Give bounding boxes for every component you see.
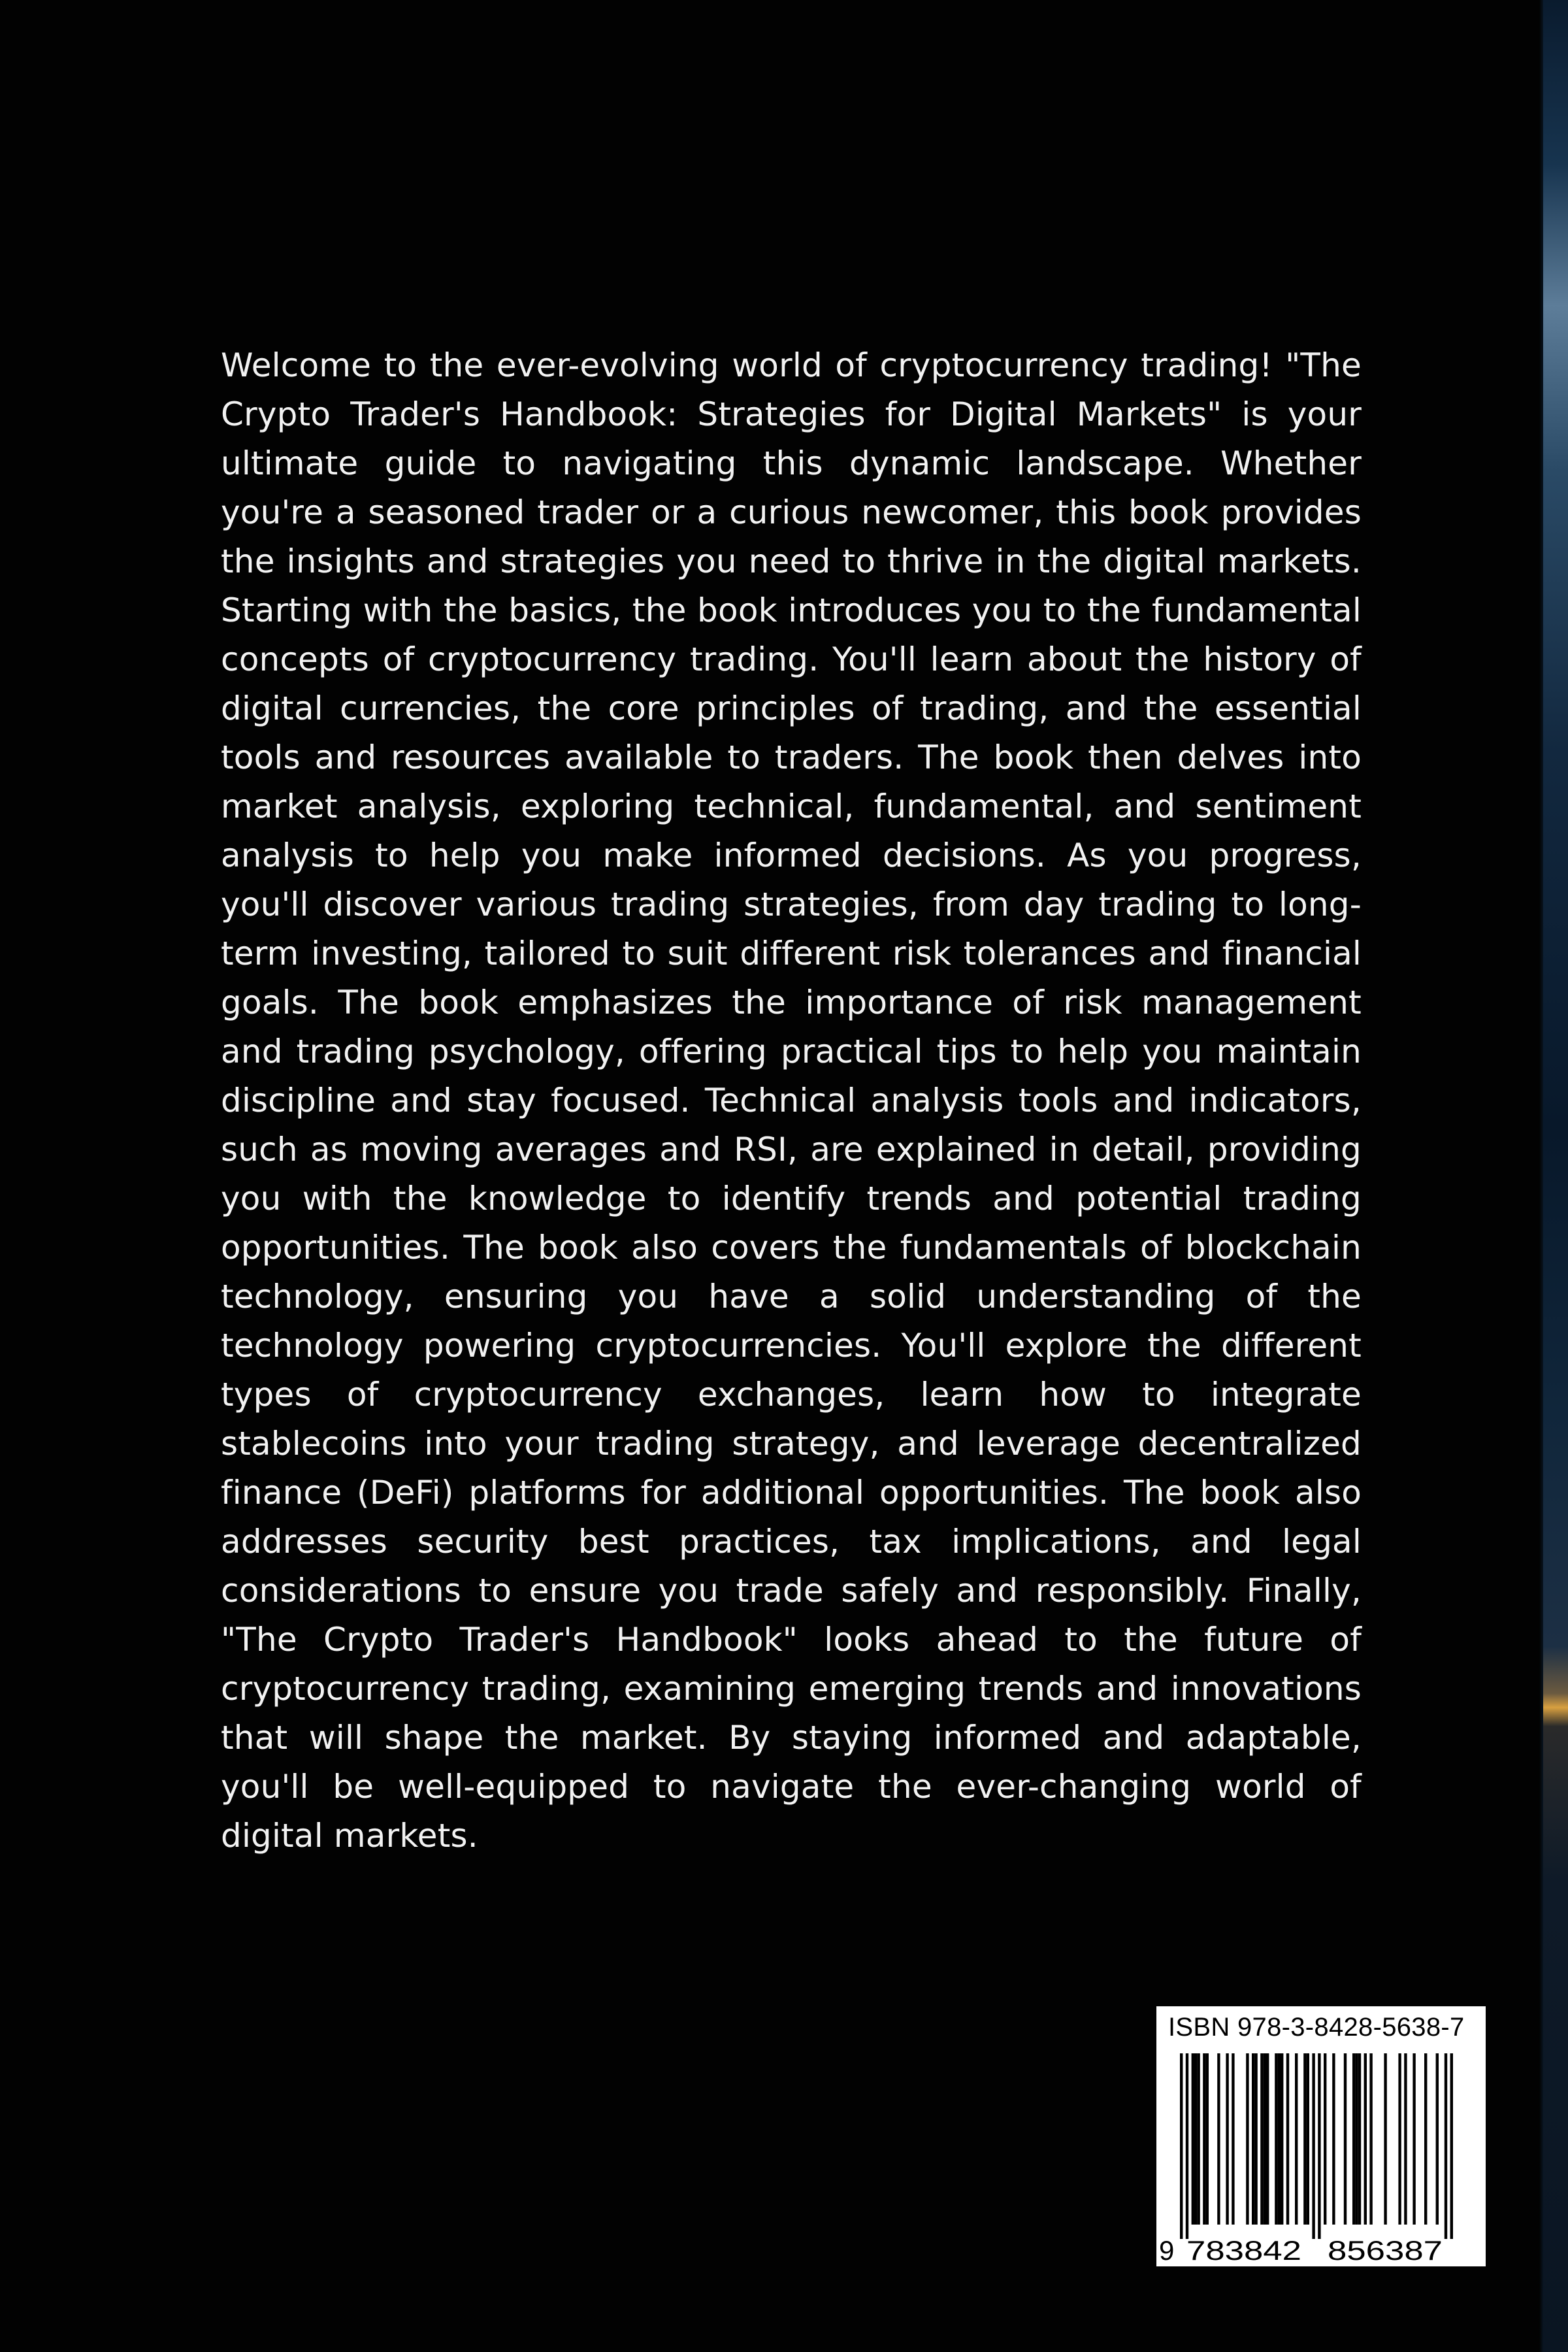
barcode-graphic [1156, 2049, 1486, 2266]
barcode-bar [1264, 2053, 1266, 2225]
barcode-bar [1246, 2053, 1249, 2225]
barcode-bar [1369, 2053, 1372, 2225]
barcode-bar [1355, 2053, 1358, 2225]
barcode-guard-bar [1318, 2053, 1320, 2239]
barcode-bar [1226, 2053, 1228, 2225]
barcode-bar [1307, 2053, 1309, 2225]
barcode-guard-bar [1312, 2053, 1315, 2239]
barcode-bar [1384, 2053, 1386, 2225]
barcode-bar [1436, 2053, 1439, 2225]
barcode-bar [1344, 2053, 1347, 2225]
barcode-bar [1197, 2053, 1200, 2225]
barcode-bar [1194, 2053, 1197, 2225]
barcode-guard-bar [1450, 2053, 1453, 2239]
barcode-bar [1254, 2053, 1257, 2225]
barcode-bar [1286, 2053, 1289, 2225]
barcode-bar [1192, 2053, 1194, 2225]
barcode-bar [1260, 2053, 1263, 2225]
back-cover-description: Welcome to the ever-evolving world of cryptocurrency trading! "The Crypto Trader's Handbook: Strategies for Digital Markets" is your ultimate guide to navigating this dynamic landscape. Whether you're a seasoned trader or a curious newcomer, this book provides the insights and strategies you need to thrive in the digital markets. Starting with the basics, the book introduces you to the fundamental concepts of cryptocurrency trading. You'll learn about the history of digital currencies, the core principles of trading, and the essential tools and resources available to traders. The book then delves into market analysis, exploring technical, fundamental, and sentiment analysis to help you make informed decisions. As you progress, you'll discover various trading strategies, from day trading to long-term investing, tailored to suit different risk tolerances and financial goals. The book emphasizes the importance of risk management and trading psychology, offering practical tips to help you maintain discipline and stay focused. Technical analysis tools and indicators, such as moving averages and RSI, are explained in detail, providing you with the knowledge to identify trends and potential trading opportunities. The book also covers the fundamentals of blockchain technology, ensuring you have a solid understanding of the technology powering cryptocurrencies. You'll explore the different types of cryptocurrency exchanges, learn how to integrate stablecoins into your trading strategy, and leverage decentralized finance (DeFi) platforms for additional opportunities. The book also addresses security best practices, tax implications, and legal considerations to ensure you trade safely and responsibly. Finally, "The Crypto Trader's Handbook" looks ahead to the future of cryptocurrency trading, examining emerging trends and innovations that will shape the market. By staying informed and adaptable, you'll be well-equipped to navigate the ever-changing world of digital markets. [221, 346, 1362, 1855]
barcode-bar [1364, 2053, 1367, 2225]
barcode-bar [1217, 2053, 1220, 2225]
barcode-bar [1398, 2053, 1401, 2225]
barcode-bar [1232, 2053, 1234, 2225]
barcode-bars [1180, 2053, 1453, 2239]
barcode-first-digit: 9 [1159, 2235, 1175, 2266]
barcode-bar [1404, 2053, 1407, 2225]
barcode-bar [1203, 2053, 1205, 2225]
barcode-guard-bar [1445, 2053, 1447, 2239]
barcode-left-digits: 783842 [1186, 2235, 1301, 2266]
barcode-bar [1324, 2053, 1326, 2225]
barcode-bar [1352, 2053, 1355, 2225]
barcode-guard-bar [1180, 2053, 1183, 2239]
barcode-right-digits: 856387 [1328, 2235, 1443, 2266]
barcode-guard-bar [1186, 2053, 1188, 2239]
barcode-bar [1275, 2053, 1277, 2225]
barcode-bar [1332, 2053, 1335, 2225]
isbn-barcode [1156, 2006, 1486, 2266]
isbn-label: ISBN 978-3-8428-5638-7 [1168, 2013, 1465, 2042]
barcode-bar [1281, 2053, 1283, 2225]
barcode-bar [1413, 2053, 1415, 2225]
spine-artwork-strip [1543, 0, 1568, 2352]
barcode-bar [1206, 2053, 1209, 2225]
barcode-bar [1295, 2053, 1298, 2225]
barcode-bar [1266, 2053, 1269, 2225]
barcode-bar [1358, 2053, 1361, 2225]
barcode-bar [1252, 2053, 1254, 2225]
barcode-bar [1303, 2053, 1306, 2225]
barcode-bar [1424, 2053, 1427, 2225]
barcode-bar [1278, 2053, 1281, 2225]
